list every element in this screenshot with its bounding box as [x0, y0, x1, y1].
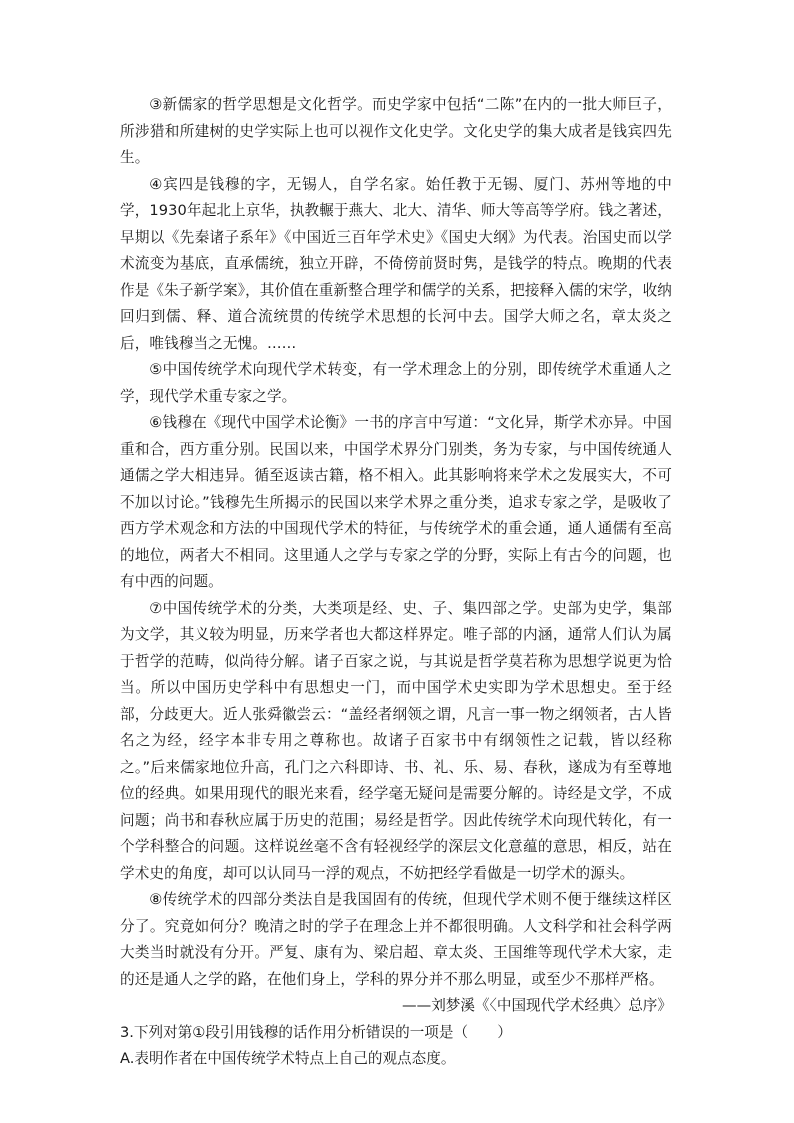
option-a: A.表明作者在中国传统学术特点上自己的观点态度。	[120, 1050, 456, 1067]
paragraph-3: ③新儒家的哲学思想是文化哲学。而史学家中包括“二陈”在内的一批大师巨子，所涉猎和所建树的史学实际上也可以视作文化史学。文化史学的集大成者是钱宾四先生。	[120, 96, 672, 166]
paragraph-7: ⑦中国传统学术的分类，大类项是经、史、子、集四部之学。史部为史学，集部为文学，其义较为明显，历来学者也大都这样界定。唯子部的内涵，通常人们认为属于哲学的范畴，似尚待分解。诸子百家之说，与其说是哲学莫若称为思想学说更为恰当。所以中国历史学科中有思想史一门，而中国学术史实即为学术思想史。至于经部，分歧更大。近人张舜徽尝云：“盖经者纲领之谓，凡言一事一物之纲领者，古人皆名之为经，经字本非专用之尊称也。故诸子百家书中有纲领性之记载，皆以经称之。”后来儒家地位升高，孔门之六科即诗、书、礼、乐、易、春秋，遂成为有至尊地位的经典。如果用现代的眼光来看，经学毫无疑问是需要分解的。诗经是文学，不成问题；尚书和春秋应属于历史的范围；易经是哲学。因此传统学术向现代转化，有一个学科整合的问题。这样说丝毫不含有轻视经学的深层文化意蕴的意思，相反，站在学术史的角度，却可以认同马一浮的观点，不妨把经学看做是一切学术的源头。	[120, 599, 672, 882]
paragraph-4: ④宾四是钱穆的字，无锡人，自学名家。始任教于无锡、厦门、苏州等地的中学，1930年起北上京华，执教輾于燕大、北大、清华、师大等高等学府。钱之著述，早期以《先秦诸子系年》《中国近三百年学术史》《国史大纲》为代表。治国史而以学术流变为基底，直承儒统，独立开辟，不倚傍前贤时隽，是钱学的特点。晚期的代表作是《朱子新学案》，其价值在重新整合理学和儒学的关系，把接释入儒的宋学，收纳回归到儒、释、道合流统贯的传统学术思想的长河中去。国学大师之名，章太炎之后，唯钱穆当之无愧。……	[120, 175, 672, 352]
question-stem: 3.下列对第①段引用钱穆的话作用分析错误的一项是（ ）	[120, 1023, 512, 1041]
document-page	[120, 92, 672, 1073]
paragraph-5: ⑤中国传统学术向现代学术转变，有一学术理念上的分别，即传统学术重通人之学，现代学术重专家之学。	[120, 361, 672, 405]
paragraph-8: ⑧传统学术的四部分类法自是我国固有的传统，但现代学术则不便于继续这样区分了。究竟如何分？晚清之时的学子在理念上并不都很明确。人文科学和社会科学两大类当时就没有分开。严复、康有为、梁启超、章太炎、王国维等现代学术大家，走的还是通人之学的路，在他们身上，学科的界分并不那么明显，或至少不那样严格。	[120, 891, 672, 988]
paragraph-6: ⑥钱穆在《现代中国学术论衡》一书的序言中写道：“文化异，斯学术亦异。中国重和合，西方重分别。民国以来，中国学术界分门别类，务为专家，与中国传统通人通儒之学大相违异。循至返读古籍，格不相入。此其影响将来学术之发展实大，不可不加以讨论。”钱穆先生所揭示的民国以来学术界之重分类，追求专家之学，是吸收了西方学术观念和方法的中国现代学术的特征，与传统学术的重会通，通人通儒有至高的地位，两者大不相同。这里通人之学与专家之学的分野，实际上有古今的问题，也有中西的问题。	[120, 414, 672, 590]
article-source: ——刘梦溪《〈中国现代学术经典〉总序》	[402, 997, 672, 1014]
